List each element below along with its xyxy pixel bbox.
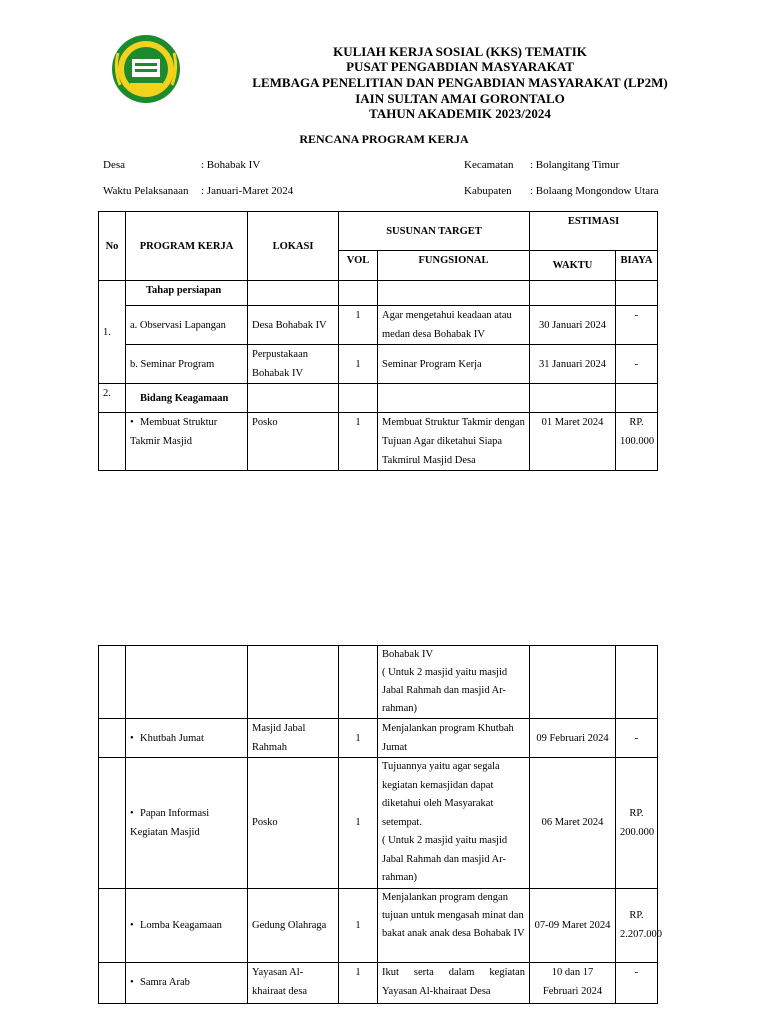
header-line-5: TAHUN AKADEMIK 2023/2024	[369, 106, 551, 121]
section-title: Tahap persiapan	[126, 281, 248, 306]
vol-cell: 1	[339, 306, 378, 345]
table-row	[99, 306, 658, 345]
fungsional-cell: Ikut serta dalam kegiatan Yayasan Al-khairaat Desa	[378, 962, 530, 1003]
table-row	[99, 758, 658, 889]
fungsional-cell: Seminar Program Kerja	[378, 345, 530, 384]
header-vol: VOL	[339, 251, 378, 281]
bullet-icon: •	[130, 919, 134, 931]
program-name: • Lomba Keagamaan	[126, 888, 248, 962]
bullet-icon: •	[130, 977, 134, 988]
waktu-cell: 30 Januari 2024	[530, 306, 616, 345]
fungsional-cell: Bohabak IV ( Untuk 2 masjid yaitu masjid Jabal Rahmah dan masjid Ar-rahman)	[378, 646, 530, 719]
vol-cell: 1	[339, 413, 378, 471]
header-line-1: KULIAH KERJA SOSIAL (KKS) TEMATIK	[333, 44, 587, 59]
program-table-page-2	[98, 645, 662, 1004]
biaya-cell: -	[616, 719, 658, 758]
vol-cell: 1	[339, 345, 378, 384]
kecamatan-value: : Bolangitang Timur	[530, 159, 620, 171]
biaya-cell: -	[616, 345, 658, 384]
vol-cell: 1	[339, 758, 378, 889]
biaya-cell: RP. 100.000	[616, 413, 658, 471]
vol-cell: 1	[339, 888, 378, 962]
bullet-icon: •	[130, 732, 134, 744]
table-row	[99, 384, 658, 413]
desa-label: Desa	[103, 159, 125, 171]
fungsional-cell: Menjalankan program Khutbah Jumat	[378, 719, 530, 758]
program-name: • Khutbah Jumat	[126, 719, 248, 758]
header-susunan: SUSUNAN TARGET	[339, 212, 530, 251]
program-name: • Samra Arab	[126, 962, 248, 1003]
waktu-label: Waktu Pelaksanaan	[103, 185, 189, 197]
program-name: • Papan Informasi Kegiatan Masjid	[126, 758, 248, 889]
lokasi-cell: Posko	[248, 758, 339, 889]
kabupaten-value: : Bolaang Mongondow Utara	[530, 185, 659, 197]
biaya-cell: RP. 2.207.000	[616, 888, 658, 962]
lokasi-cell: Yayasan Al-khairaat desa	[248, 962, 339, 1003]
waktu-cell: 09 Februari 2024	[530, 719, 616, 758]
kecamatan-label: Kecamatan	[464, 159, 514, 171]
doc-title: RENCANA PROGRAM KERJA	[299, 132, 469, 146]
waktu-cell: 10 dan 17 Februari 2024	[530, 962, 616, 1003]
vol-cell: 1	[339, 719, 378, 758]
table-row	[99, 345, 658, 384]
lokasi-cell: Desa Bohabak IV	[248, 306, 339, 345]
biaya-cell: RP. 200.000	[616, 758, 658, 889]
waktu-cell: 07-09 Maret 2024	[530, 888, 616, 962]
waktu-cell: 31 Januari 2024	[530, 345, 616, 384]
desa-value: : Bohabak IV	[201, 159, 261, 171]
biaya-cell: -	[616, 962, 658, 1003]
header-estimasi: ESTIMASI	[530, 212, 658, 251]
header-program: PROGRAM KERJA	[126, 212, 248, 281]
section-title: Bidang Keagamaan	[126, 384, 248, 413]
vol-cell: 1	[339, 962, 378, 1003]
table-row	[99, 719, 658, 758]
table-row	[99, 281, 658, 306]
header-fungsional: FUNGSIONAL	[378, 251, 530, 281]
lokasi-cell: Posko	[248, 413, 339, 471]
fungsional-cell: Tujuannya yaitu agar segala kegiatan kemasjidan dapat diketahui oleh Masyarakat setempat. ( Untuk 2 masjid yaitu masjid Jabal Rahmah dan masjid Ar-rahman)	[378, 758, 530, 889]
bullet-icon: •	[130, 417, 134, 428]
program-name: b. Seminar Program	[126, 345, 248, 384]
fungsional-cell: Menjalankan program dengan tujuan untuk mengasah minat dan bakat anak anak desa Bohabak IV	[378, 888, 530, 962]
table-row	[99, 962, 658, 1003]
row-number: 1.	[99, 281, 126, 384]
header-line-4: IAIN SULTAN AMAI GORONTALO	[355, 91, 565, 106]
fungsional-cell: Agar mengetahui keadaan atau medan desa Bohabak IV	[378, 306, 530, 345]
program-table-page-1	[98, 211, 658, 471]
lokasi-cell: Masjid Jabal Rahmah	[248, 719, 339, 758]
header-no: No	[99, 212, 126, 281]
bullet-icon: •	[130, 807, 134, 819]
waktu-cell: 06 Maret 2024	[530, 758, 616, 889]
program-name: a. Observasi Lapangan	[126, 306, 248, 345]
waktu-value: : Januari-Maret 2024	[201, 185, 294, 197]
fungsional-cell: Membuat Struktur Takmir dengan Tujuan Agar diketahui Siapa Takmirul Masjid Desa	[378, 413, 530, 471]
lokasi-cell: Gedung Olahraga	[248, 888, 339, 962]
header-line-2: PUSAT PENGABDIAN MASYARAKAT	[346, 59, 574, 74]
kabupaten-label: Kabupaten	[464, 185, 512, 197]
header-waktu: WAKTU	[530, 251, 616, 281]
waktu-cell: 01 Maret 2024	[530, 413, 616, 471]
table-row	[99, 888, 658, 962]
biaya-cell: -	[616, 306, 658, 345]
table-row	[99, 413, 658, 471]
row-number: 2.	[99, 384, 126, 413]
program-name: • Membuat Struktur Takmir Masjid	[126, 413, 248, 471]
header-line-3: LEMBAGA PENELITIAN DAN PENGABDIAN MASYARAKAT (LP2M)	[252, 75, 668, 90]
table-row	[99, 646, 658, 719]
lokasi-cell: Perpustakaan Bohabak IV	[248, 345, 339, 384]
header-biaya: BIAYA	[616, 251, 658, 281]
header-lokasi: LOKASI	[248, 212, 339, 281]
